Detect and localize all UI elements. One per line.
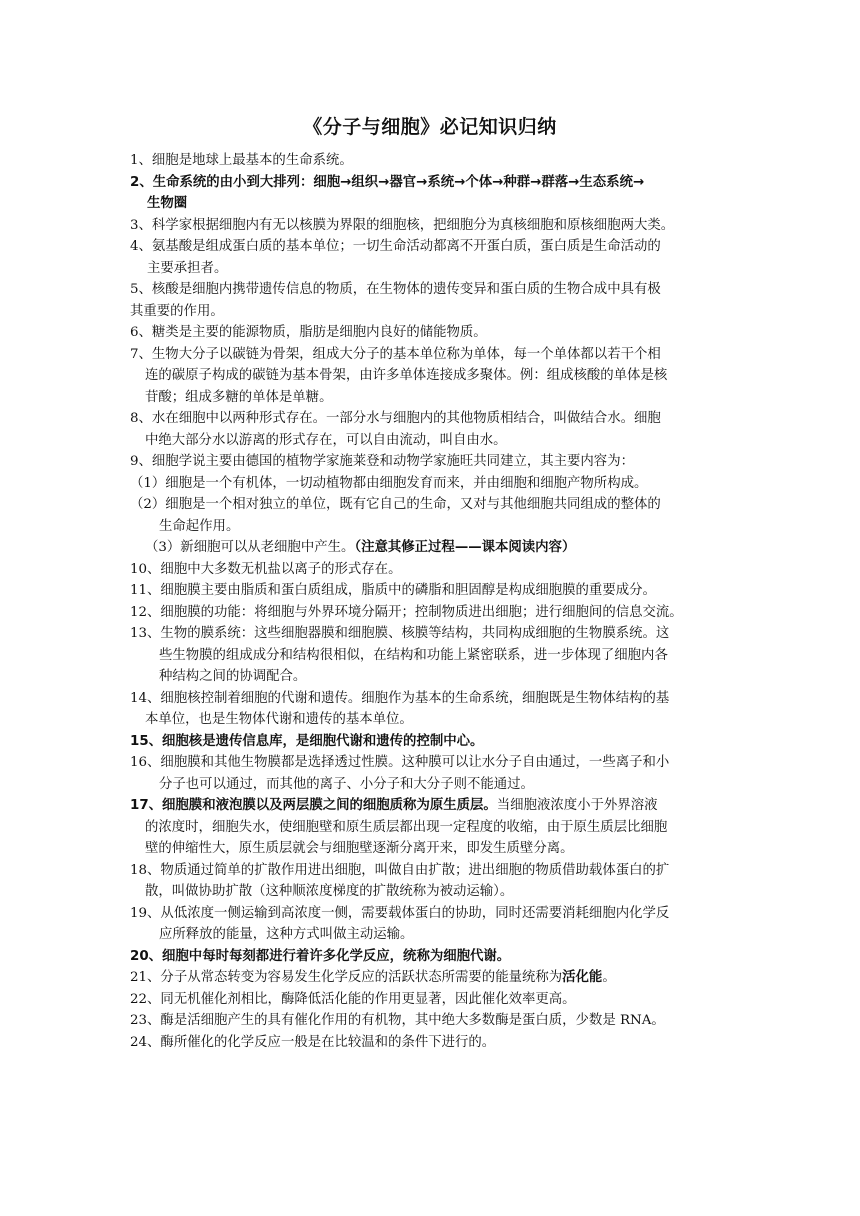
- bold-text-segment: （注意其修正过程——课本阅读内容）: [354, 540, 576, 555]
- text-line: [130, 946, 510, 968]
- text-segment: 24、酶所催化的化学反应一般是在比较温和的条件下进行的。: [130, 1034, 496, 1050]
- text-segment: 9、细胞学说主要由德国的植物学家施莱登和动物学家施旺共同建立，其主要内容为：: [130, 454, 634, 469]
- bold-text-segment: 生物圈: [147, 196, 188, 211]
- text-segment: 16、细胞膜和其他生物膜都是选择透过性膜。这种膜可以让水分子自由通过，一些离子和小: [130, 755, 670, 770]
- text-line: [130, 279, 661, 301]
- text-line: [130, 580, 656, 602]
- text-segment: 些生物膜的组成成分和结构很相似，在结构和功能上紧密联系，进一步体现了细胞内各: [159, 647, 668, 663]
- text-segment: 主要承担者。: [147, 260, 228, 276]
- text-line: [130, 903, 669, 925]
- text-segment: 当细胞液浓度小于外界溶液: [496, 798, 658, 813]
- text-line: [145, 365, 667, 387]
- text-segment: 11、细胞膜主要由脂质和蛋白质组成，脂质中的磷脂和胆固醇是构成细胞膜的重要成分。: [130, 583, 656, 598]
- text-segment: 应所释放的能量，这种方式叫做主动运输。: [159, 927, 414, 942]
- text-segment: 本单位，也是生物体代谢和遗传的基本单位。: [145, 712, 413, 727]
- text-segment: 分子也可以通过，而其他的离子、小分子和大分子则不能通过。: [159, 776, 534, 792]
- text-line: [130, 322, 487, 344]
- text-line: [130, 473, 647, 495]
- text-segment: 10、细胞中大多数无机盐以离子的形式存在。: [130, 561, 402, 577]
- text-line: [159, 666, 306, 688]
- text-segment: 19、从低浓度一侧运输到高浓度一侧，需要载体蛋白的协助，同时还需要消耗细胞内化学反: [130, 905, 670, 921]
- text-segment: 4、氨基酸是组成蛋白质的基本单位；一切生命活动都离不开蛋白质，蛋白质是生命活动的: [130, 239, 661, 254]
- bold-text-segment: 2、生命系统的由小到大排列：细胞→组织→器官→系统→个体→种群→群落→生态系统→: [130, 174, 645, 190]
- text-segment: （1）细胞是一个有机体，一切动植物都由细胞发育而来，并由细胞和细胞产物所构成。: [130, 475, 648, 491]
- text-segment: 13、生物的膜系统：这些细胞器膜和细胞膜、核膜等结构，共同构成细胞的生物膜系统。这: [130, 626, 670, 641]
- text-segment: 苷酸；组成多糖的单体是单糖。: [145, 389, 333, 405]
- text-line: [130, 795, 657, 817]
- text-segment: 散，叫做协助扩散（这种顺浓度梯度的扩散统称为被动运输）。: [145, 884, 514, 899]
- text-segment: 中绝大部分水以游离的形式存在，可以自由流动，叫自由水。: [145, 432, 507, 448]
- text-segment: 5、核酸是细胞内携带遗传信息的物质，在生物体的遗传变异和蛋白质的生物合成中具有极: [130, 282, 661, 297]
- text-line: [130, 623, 669, 645]
- text-segment: 生命起作用。: [159, 518, 240, 534]
- text-line: [130, 215, 674, 237]
- text-line: [145, 709, 413, 731]
- text-line: [145, 387, 332, 409]
- text-line: [147, 258, 227, 280]
- text-line: [130, 451, 634, 473]
- text-line: [130, 408, 661, 430]
- text-segment: 连的碳原子构成的碳链为基本骨架，由许多单体连接成多聚体。例：组成核酸的单体是核: [145, 368, 668, 383]
- text-segment: 22、同无机催化剂相比，酶降低活化能的作用更显著，因此催化效率更高。: [130, 991, 576, 1007]
- text-line: [130, 752, 669, 774]
- bold-text-segment: 15、细胞核是遗传信息库，是细胞代谢和遗传的控制中心。: [130, 733, 484, 749]
- text-line: [130, 967, 616, 989]
- text-line: [147, 193, 187, 215]
- text-line: [159, 774, 534, 796]
- text-line: [145, 838, 574, 860]
- text-segment: 14、细胞核控制着细胞的代谢和遗传。细胞作为基本的生命系统，细胞既是生物体结构的基: [130, 690, 670, 706]
- text-segment: 12、细胞膜的功能：将细胞与外界环境分隔开；控制物质进出细胞；进行细胞间的信息交流。: [130, 604, 683, 620]
- text-line: [130, 344, 661, 366]
- text-segment: （2）细胞是一个相对独立的单位，既有它自己的生命，又对与其他细胞共同组成的整体的: [130, 497, 661, 512]
- bold-text-segment: 17、细胞膜和液泡膜以及两层膜之间的细胞质称为原生质层。: [130, 798, 497, 813]
- text-line: [130, 236, 661, 258]
- text-segment: 3、科学家根据细胞内有无以核膜为界限的细胞核，把细胞分为真核细胞和原核细胞两大类。: [130, 217, 675, 233]
- text-segment: 6、糖类是主要的能源物质，脂肪是细胞内良好的储能物质。: [130, 325, 487, 340]
- bold-text-segment: 20、细胞中每时每刻都进行着许多化学反应，统称为细胞代谢。: [130, 948, 511, 964]
- text-line: [130, 860, 669, 882]
- text-segment: （3）新细胞可以从老细胞中产生。: [145, 540, 355, 555]
- text-line: [130, 1032, 495, 1054]
- text-segment: 壁的伸缩性大，原生质层就会与细胞壁逐渐分离开来，即发生质壁分离。: [145, 841, 574, 856]
- text-line: [130, 989, 576, 1011]
- text-segment: 其重要的作用。: [130, 303, 224, 319]
- text-line: [145, 881, 513, 903]
- text-line: [130, 688, 669, 710]
- text-line: [130, 602, 683, 624]
- text-line: [145, 537, 575, 559]
- page-title: 《分子与细胞》必记知识归纳: [303, 116, 557, 138]
- text-line: [130, 731, 483, 753]
- text-segment: 。: [602, 970, 616, 985]
- text-line: [130, 1010, 665, 1032]
- text-segment: 种结构之间的协调配合。: [159, 669, 307, 684]
- text-line: [145, 817, 667, 839]
- text-segment: 7、生物大分子以碳链为骨架，组成大分子的基本单位称为单体，每一个单体都以若干个相: [130, 346, 661, 362]
- text-line: [159, 924, 413, 946]
- text-line: [145, 430, 507, 452]
- text-segment: 8、水在细胞中以两种形式存在。一部分水与细胞内的其他物质相结合，叫做结合水。细胞: [130, 411, 661, 426]
- text-line: [130, 172, 644, 194]
- text-segment: 1、细胞是地球上最基本的生命系统。: [130, 153, 353, 168]
- text-segment: 的浓度时，细胞失水，使细胞壁和原生质层都出现一定程度的收缩，由于原生质层比细胞: [145, 819, 668, 835]
- text-line: [130, 301, 224, 323]
- text-line: [130, 559, 401, 581]
- text-line: [130, 150, 353, 172]
- text-line: [159, 516, 239, 538]
- text-segment: 18、物质通过简单的扩散作用进出细胞，叫做自由扩散；进出细胞的物质借助载体蛋白的扩: [130, 862, 670, 878]
- text-segment: 23、酶是活细胞产生的具有催化作用的有机物，其中绝大多数酶是蛋白质，少数是 RNA。: [130, 1013, 665, 1028]
- text-line: [130, 494, 661, 516]
- text-line: [159, 645, 668, 667]
- text-segment: 21、分子从常态转变为容易发生化学反应的活跃状态所需要的能量统称为: [130, 970, 563, 985]
- bold-text-segment: 活化能: [562, 970, 603, 985]
